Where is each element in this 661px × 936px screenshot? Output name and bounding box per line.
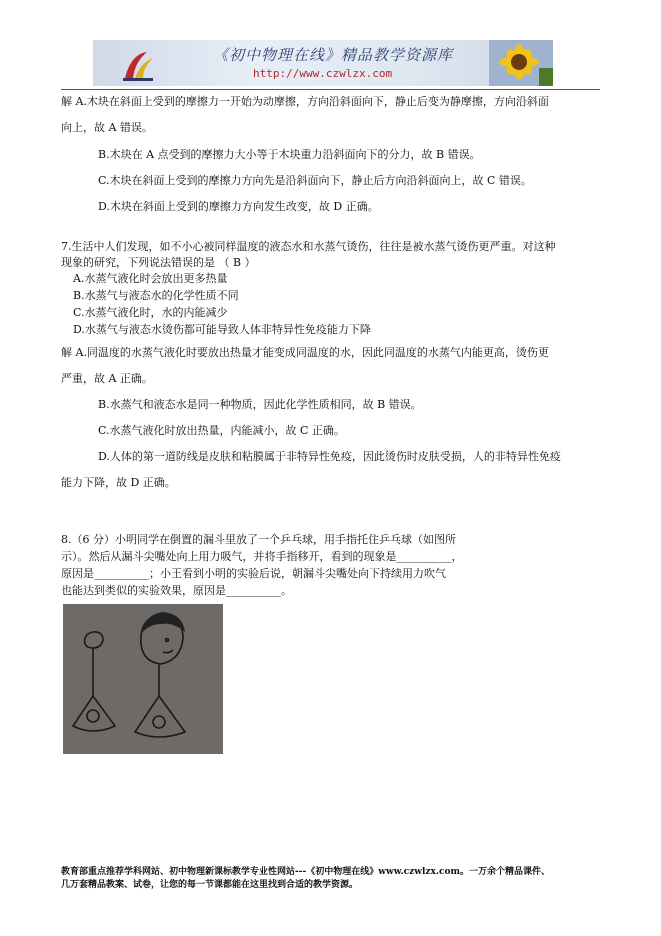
q7-option-b: B.水蒸气与液态水的化学性质不同 xyxy=(73,289,239,302)
q8-line1: 8.（6 分）小明同学在倒置的漏斗里放了一个乒乓球，用手指托住乒乓球（如图所 xyxy=(61,533,456,546)
q6-answer-b: B.木块在 A 点受到的摩擦力大小等于木块重力沿斜面向下的分力，故 B 错误。 xyxy=(98,148,481,161)
q7-answer-line2: 严重，故 A 正确。 xyxy=(61,372,153,385)
header-banner xyxy=(93,40,553,86)
site-url[interactable]: http://www.czwlzx.com xyxy=(253,67,393,80)
header-rule xyxy=(61,89,600,90)
q7-option-a: A.水蒸气液化时会放出更多热量 xyxy=(73,272,228,285)
q7-answer-d-line1: D.人体的第一道防线是皮肤和粘膜属于非特异性免疫，因此烫伤时皮肤受损，人的非特异性免疫 xyxy=(98,450,561,463)
q7-answer-c: C.水蒸气液化时放出热量，内能减小，故 C 正确。 xyxy=(98,424,345,437)
q7-stem-line2: 现象的研究，下列说法错误的是 （ B ） xyxy=(61,256,256,269)
site-logo-icon xyxy=(121,48,155,82)
q7-option-c: C.水蒸气液化时，水的内能减少 xyxy=(73,306,228,319)
site-title: 《初中物理在线》精品教学资源库 xyxy=(213,46,454,64)
q6-answer-line2: 向上，故 A 错误。 xyxy=(61,121,153,134)
sunflower-image xyxy=(489,40,553,86)
funnel-experiment-photo xyxy=(63,604,223,754)
q8-line2: 示）。然后从漏斗尖嘴处向上用力吸气，并将手指移开，看到的现象是__________， xyxy=(61,550,463,563)
footer-line1: 教育部重点推荐学科网站、初中物理新课标教学专业性网站---《初中物理在线》www.czwlzx.com。一万余个精品课件、 xyxy=(61,867,551,877)
footer-line2: 几万套精品教案、试卷，让您的每一节课都能在这里找到合适的教学资源。 xyxy=(61,880,359,890)
q7-option-d: D.水蒸气与液态水烫伤都可能导致人体非特异性免疫能力下降 xyxy=(73,323,371,336)
q6-answer-c: C.木块在斜面上受到的摩擦力方向先是沿斜面向下，静止后方向沿斜面向上，故 C 错误。 xyxy=(98,174,532,187)
q7-answer-line1: 解 A.同温度的水蒸气液化时要放出热量才能变成同温度的水，因此同温度的水蒸气内能更高，烫伤更 xyxy=(61,346,549,359)
q7-answer-b: B.水蒸气和液态水是同一种物质，因此化学性质相同，故 B 错误。 xyxy=(98,398,422,411)
q6-answer-d: D.木块在斜面上受到的摩擦力方向发生改变，故 D 正确。 xyxy=(98,200,379,213)
q7-stem-line1: 7.生活中人们发现，如不小心被同样温度的液态水和水蒸气烫伤，往往是被水蒸气烫伤更严重。对这种 xyxy=(61,240,556,253)
q8-line4: 也能达到类似的实验效果，原因是__________。 xyxy=(61,584,292,597)
funnel-sketch-icon xyxy=(63,604,223,754)
q8-line3: 原因是__________；小王看到小明的实验后说，朝漏斗尖嘴处向下持续用力吹气 xyxy=(61,567,446,580)
q6-answer-line1: 解 A.木块在斜面上受到的摩擦力一开始为动摩擦，方向沿斜面向下，静止后变为静摩擦，方向沿斜面 xyxy=(61,95,549,108)
q7-answer-d-line2: 能力下降，故 D 正确。 xyxy=(61,476,176,489)
